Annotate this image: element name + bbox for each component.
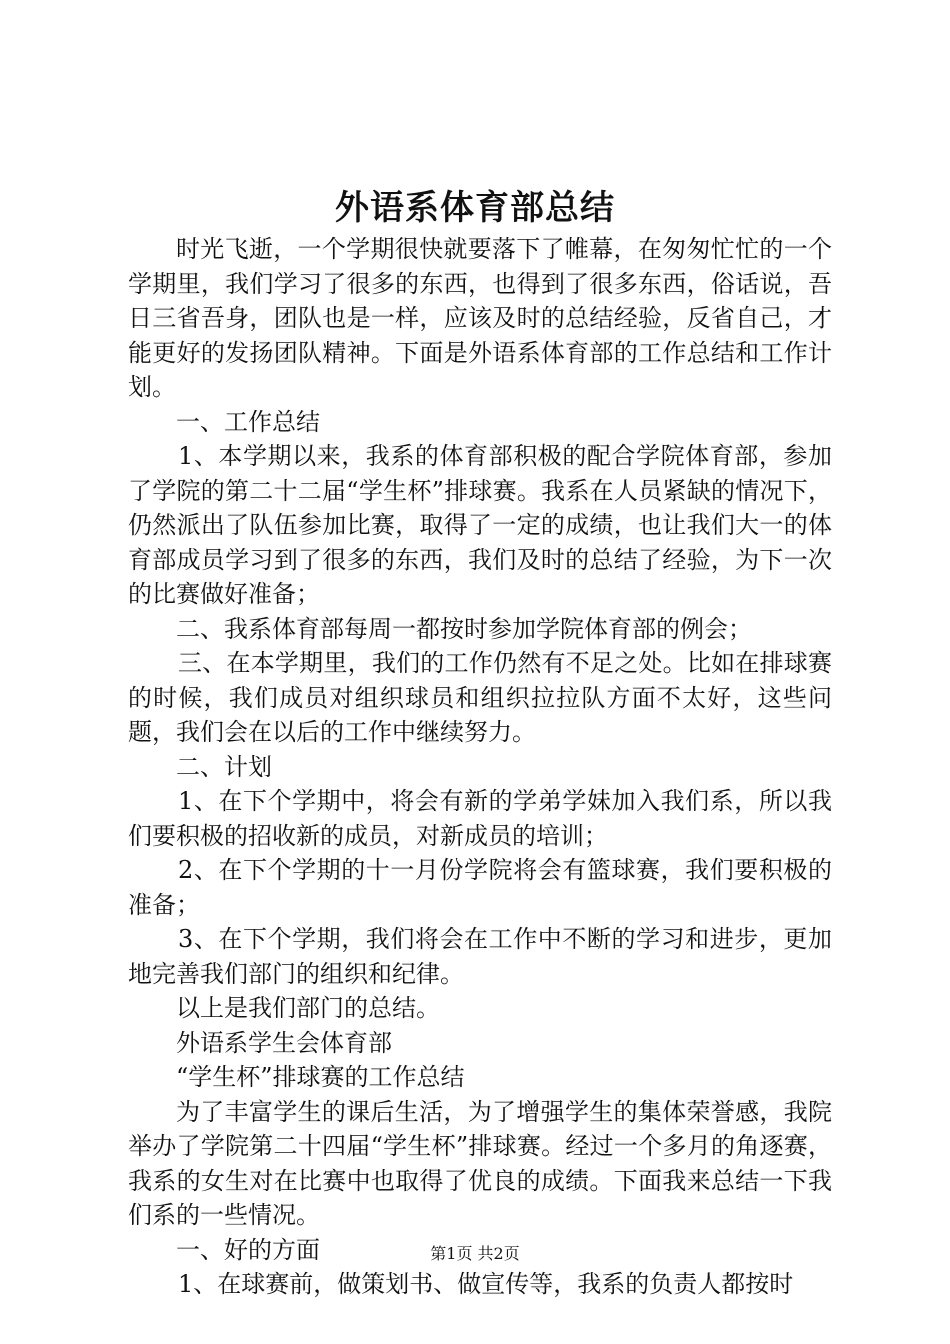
section-heading-plan: 二、计划 — [176, 752, 272, 781]
summary-item-1: 1、本学期以来，我系的体育部积极的配合学院体育部，参加了学院的第二十二届“学生杯”排球赛。我系在人员紧缺的情况下，仍然派出了队伍参加比赛，取得了一定的成绩，也让我们大一的体育部成员学习到了很多的东西，我们及时的总结了经验，为下一次的比赛做好准备； — [128, 442, 832, 608]
closing-line: 以上是我们部门的总结。 — [176, 994, 440, 1022]
summary-item-2: 二、我系体育部每周一都按时参加学院体育部的例会； — [176, 614, 752, 643]
plan-item-1: 1、在下个学期中，将会有新的学弟学妹加入我们系，所以我们要积极的招收新的成员，对新成员的培训； — [128, 787, 832, 850]
signature-line: 外语系学生会体育部 — [176, 1028, 392, 1057]
plan-item-3: 3、在下个学期，我们将会在工作中不断的学习和进步，更加地完善我们部门的组织和纪律。 — [128, 925, 832, 988]
document-title: 外语系体育部总结 — [335, 188, 615, 228]
page-number-footer: 第1页 共2页 — [430, 1244, 520, 1263]
plan-item-2: 2、在下个学期的十一月份学院将会有篮球赛，我们要积极的准备； — [128, 856, 832, 919]
subtitle-volleyball-summary: “学生杯”排球赛的工作总结 — [176, 1063, 465, 1091]
summary-item-3: 三、在本学期里，我们的工作仍然有不足之处。比如在排球赛的时候，我们成员对组织球员和组织拉拉队方面不太好，这些问题，我们会在以后的工作中继续努力。 — [128, 649, 832, 746]
intro-paragraph: 时光飞逝，一个学期很快就要落下了帷幕，在匆匆忙忙的一个学期里，我们学习了很多的东西，也得到了很多东西，俗话说，吾日三省吾身，团队也是一样，应该及时的总结经验，反省自己，才能更好的发扬团队精神。下面是外语系体育部的工作总结和工作计划。 — [128, 235, 832, 401]
section-heading-work-summary: 一、工作总结 — [176, 407, 320, 436]
section-heading-good-aspects: 一、好的方面 — [176, 1235, 320, 1264]
volleyball-intro-paragraph: 为了丰富学生的课后生活，为了增强学生的集体荣誉感，我院举办了学院第二十四届“学生杯”排球赛。经过一个多月的角逐赛，我系的女生对在比赛中也取得了优良的成绩。下面我来总结一下我们系的一些情况。 — [128, 1097, 832, 1229]
good-aspects-item-1: 1、在球赛前，做策划书、做宣传等，我系的负责人都按时 — [178, 1270, 794, 1298]
document-body — [128, 232, 832, 1302]
